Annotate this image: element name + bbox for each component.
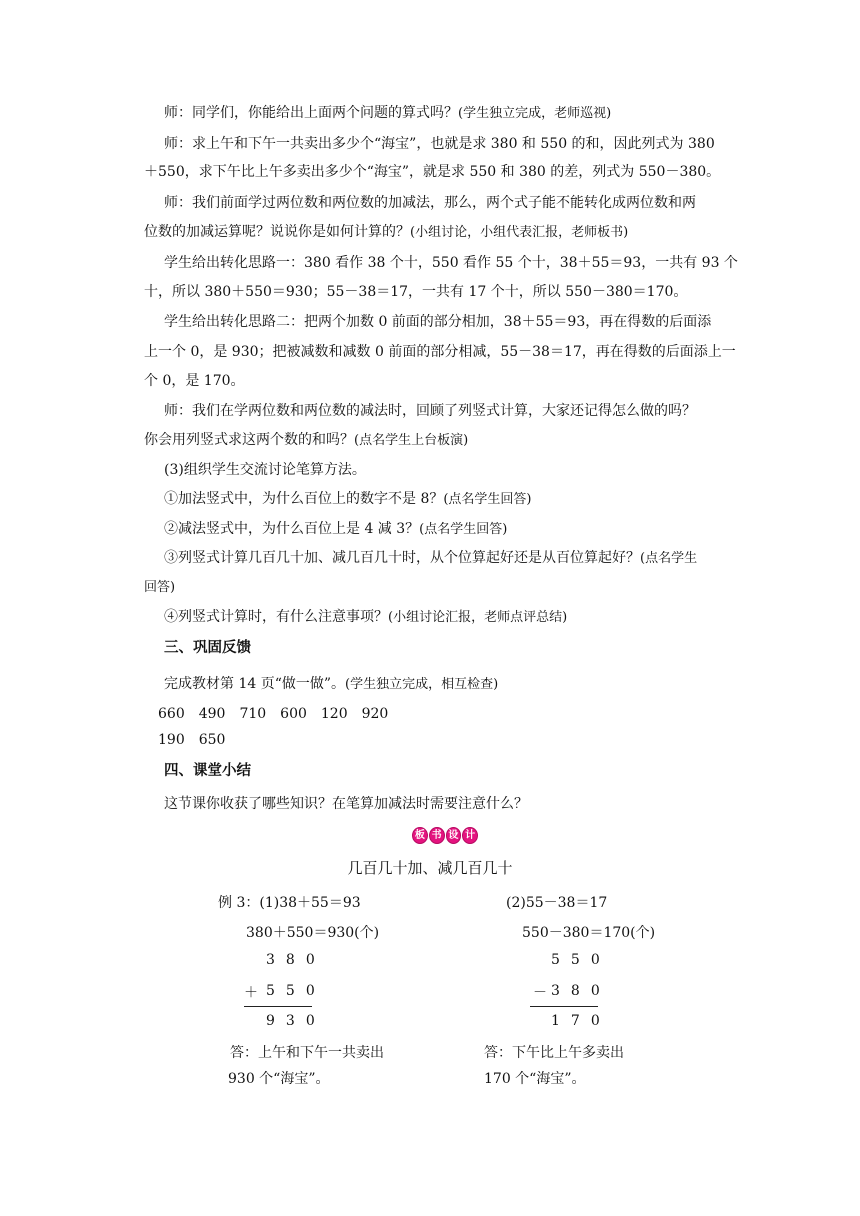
vertical-rule-left	[244, 1006, 312, 1007]
paragraph-line: ④列竖式计算时，有什么注意事项？(小组讨论汇报，老师点评总结)	[164, 609, 568, 625]
answers-row: 190 650	[158, 732, 226, 748]
answer-left: 答：上午和下午一共卖出	[230, 1045, 384, 1061]
equation-right: 550－380＝170(个)	[522, 925, 656, 941]
paragraph-line: 上一个 0，是 930；把被减数和减数 0 前面的部分相减，55－38＝17，再在得数的后面添上一	[144, 344, 736, 360]
summary-question: 这节课你收获了哪些知识？在笔算加减法时需要注意什么？	[164, 796, 528, 812]
vertical-rule-right	[530, 1006, 598, 1007]
equation-left: 380＋550＝930(个)	[246, 925, 380, 941]
vertical-operator-right: －	[533, 985, 547, 1001]
paragraph-line: 师：我们在学两位数和两位数的减法时，回顾了列竖式计算，大家还记得怎么做的吗？	[164, 403, 696, 419]
board-design-badge	[412, 826, 478, 844]
paragraph-line: 个 0，是 170。	[144, 373, 245, 389]
paragraph-line: 学生给出转化思路二：把两个加数 0 前面的部分相加，38＋55＝93，再在得数的后面添	[164, 314, 712, 330]
badge-char: 设	[446, 827, 462, 844]
answers-row: 660 490 710 600 120 920	[158, 706, 389, 722]
paragraph-line: 你会用列竖式求这两个数的和吗？(点名学生上台板演)	[144, 432, 469, 448]
paragraph-line: 十，所以 380＋550＝930；55－38＝17，一共有 17 个十，所以 550－380＝170。	[144, 284, 688, 300]
paragraph-line: 学生给出转化思路一：380 看作 38 个十，550 看作 55 个十，38＋55＝93，一共有 93 个	[164, 255, 738, 271]
vertical-bottom-right: 380	[551, 983, 611, 999]
vertical-top-right: 550	[551, 952, 611, 968]
paragraph-line: 师：我们前面学过两位数和两位数的加减法，那么，两个式子能不能转化成两位数和两	[164, 195, 696, 211]
vertical-result-left: 930	[266, 1013, 326, 1029]
vertical-result-right: 170	[551, 1013, 611, 1029]
vertical-operator-left: ＋	[244, 985, 258, 1001]
badge-char: 书	[429, 827, 445, 844]
paragraph-line: ②减法竖式中，为什么百位上是 4 减 3？(点名学生回答)	[164, 521, 508, 537]
paragraph-line: 师：求上午和下午一共卖出多少个“海宝”，也就是求 380 和 550 的和，因此列式为 380	[164, 136, 715, 152]
paragraph-line: ③列竖式计算几百几十加、减几百几十时，从个位算起好还是从百位算起好？(点名学生	[164, 550, 698, 566]
answer-right: 答：下午比上午多卖出	[484, 1045, 624, 1061]
paragraph-line: 回答)	[144, 580, 176, 595]
paragraph-line: 位数的加减运算呢？说说你是如何计算的？(小组讨论，小组代表汇报，老师板书)	[144, 224, 629, 240]
example-left: 例 3：(1)38＋55＝93	[218, 895, 361, 911]
board-title: 几百几十加、减几百几十	[347, 859, 513, 877]
paragraph-line: ①加法竖式中，为什么百位上的数字不是 8？(点名学生回答)	[164, 491, 532, 507]
vertical-bottom-left: 550	[266, 983, 326, 999]
answer-left-2: 930 个“海宝”。	[228, 1071, 330, 1087]
section-instruction: 完成教材第 14 页“做一做”。(学生独立完成，相互检查)	[164, 676, 499, 692]
answer-right-2: 170 个“海宝”。	[484, 1071, 586, 1087]
example-right: (2)55－38＝17	[506, 895, 608, 911]
paragraph-line: (3)组织学生交流讨论笔算方法。	[164, 462, 366, 478]
badge-char: 板	[412, 827, 428, 844]
paragraph-line: ＋550，求下午比上午多卖出多少个“海宝”，就是求 550 和 380 的差，列式为 550－380。	[144, 164, 721, 180]
paragraph-line: 师：同学们，你能给出上面两个问题的算式吗？(学生独立完成，老师巡视)	[164, 105, 612, 121]
badge-char: 计	[462, 827, 478, 844]
vertical-top-left: 380	[266, 952, 326, 968]
section-heading: 三、巩固反馈	[164, 640, 251, 656]
section-heading: 四、课堂小结	[164, 763, 251, 779]
